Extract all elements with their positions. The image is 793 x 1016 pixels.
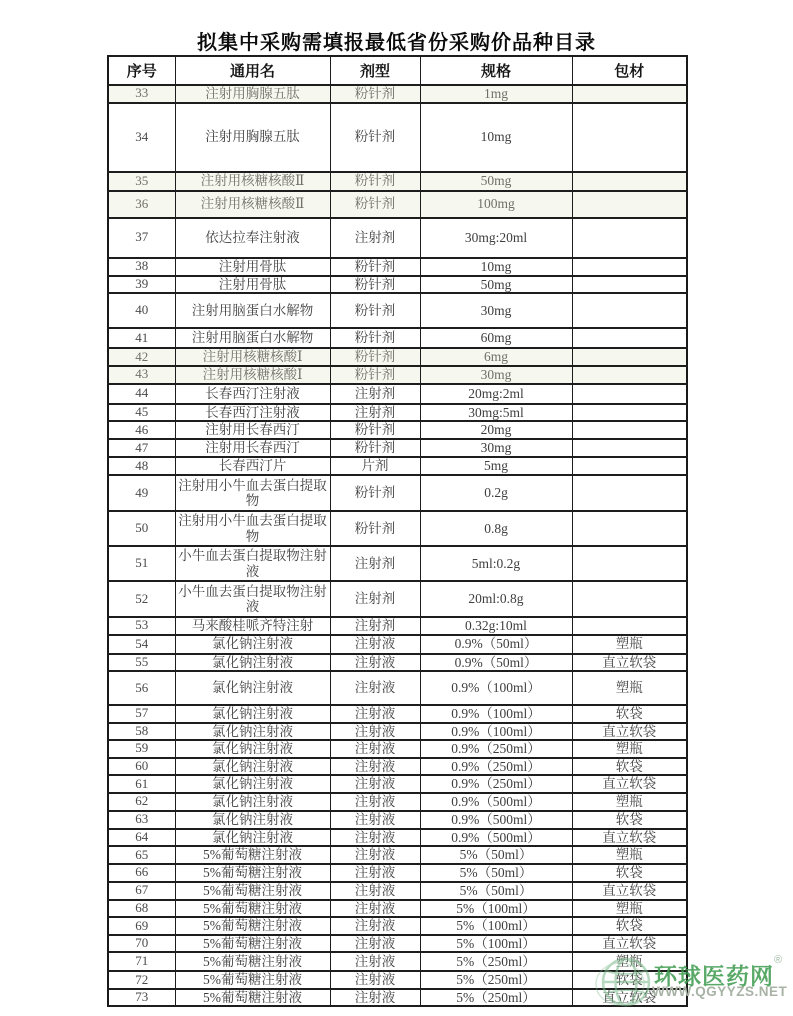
dosage-form-cell: 注射液 [330,811,420,829]
dosage-form-cell: 注射液 [330,671,420,705]
row-no-cell: 48 [108,457,175,475]
packaging-cell [572,511,687,546]
row-no-cell: 73 [108,989,175,1007]
table-row [108,740,687,758]
packaging-cell: 塑瓶 [572,671,687,705]
spec-cell: 50mg [420,276,572,294]
spec-cell: 0.9%（100ml） [420,705,572,723]
dosage-form-cell: 粉针剂 [330,511,420,546]
generic-name-cell: 小牛血去蛋白提取物注射液 [175,581,330,617]
spec-cell: 5ml:0.2g [420,546,572,581]
dosage-form-cell: 注射液 [330,864,420,882]
spec-cell: 20ml:0.8g [420,581,572,617]
row-no-cell: 68 [108,900,175,918]
spec-cell: 10mg [420,103,572,172]
dosage-form-cell: 注射液 [330,917,420,935]
row-no-cell: 54 [108,635,175,654]
spec-cell: 0.9%（500ml） [420,811,572,829]
dosage-form-cell: 注射液 [330,723,420,741]
spec-cell: 30mg [420,366,572,384]
spec-cell: 5%（100ml） [420,900,572,918]
spec-cell: 50mg [420,172,572,191]
spec-cell: 0.9%（50ml） [420,654,572,672]
spec-cell: 0.8g [420,511,572,546]
dosage-form-cell: 注射液 [330,740,420,758]
row-no-cell: 62 [108,793,175,811]
spec-cell: 30mg:20ml [420,218,572,258]
row-no-cell: 71 [108,952,175,971]
generic-name-cell: 注射用脑蛋白水解物 [175,293,330,328]
dosage-form-cell: 粉针剂 [330,85,420,103]
spec-cell: 20mg [420,421,572,439]
row-no-cell: 63 [108,811,175,829]
packaging-cell: 直立软袋 [572,775,687,793]
table-row [108,348,687,366]
spec-cell: 0.9%（50ml） [420,635,572,654]
dosage-form-cell: 注射液 [330,775,420,793]
packaging-cell [572,103,687,172]
spec-cell: 60mg [420,328,572,348]
table-row [108,293,687,328]
row-no-cell: 38 [108,258,175,276]
dosage-form-cell: 注射剂 [330,384,420,404]
row-no-cell: 69 [108,917,175,935]
generic-name-cell: 5%葡萄糖注射液 [175,935,330,953]
spec-cell: 5%（100ml） [420,935,572,953]
dosage-form-cell: 注射液 [330,705,420,723]
generic-name-cell: 5%葡萄糖注射液 [175,952,330,971]
packaging-cell: 软袋 [572,758,687,776]
column-header-no: 序号 [108,56,175,85]
dosage-form-cell: 粉针剂 [330,421,420,439]
table-row [108,705,687,723]
table-row [108,882,687,900]
packaging-cell [572,617,687,635]
packaging-cell [572,172,687,191]
table-row [108,103,687,172]
packaging-cell [572,293,687,328]
generic-name-cell: 长春西汀注射液 [175,404,330,422]
packaging-cell: 塑瓶 [572,635,687,654]
generic-name-cell: 5%葡萄糖注射液 [175,864,330,882]
generic-name-cell: 氯化钠注射液 [175,705,330,723]
table-row [108,172,687,191]
packaging-cell: 软袋 [572,971,687,989]
header-row [108,56,687,85]
spec-cell: 0.2g [420,475,572,511]
page-title: 拟集中采购需填报最低省份采购价品种目录 [197,32,596,54]
table-row [108,758,687,776]
row-no-cell: 39 [108,276,175,294]
row-no-cell: 37 [108,218,175,258]
packaging-cell: 直立软袋 [572,989,687,1007]
generic-name-cell: 依达拉奉注射液 [175,218,330,258]
dosage-form-cell: 注射液 [330,829,420,847]
spec-cell: 5%（50ml） [420,864,572,882]
generic-name-cell: 5%葡萄糖注射液 [175,882,330,900]
dosage-form-cell: 粉针剂 [330,191,420,218]
row-no-cell: 41 [108,328,175,348]
spec-cell: 6mg [420,348,572,366]
packaging-cell: 塑瓶 [572,846,687,864]
packaging-cell: 直立软袋 [572,935,687,953]
spec-cell: 30mg:5ml [420,404,572,422]
table-row [108,276,687,294]
spec-cell: 0.9%（100ml） [420,723,572,741]
table-row [108,85,687,103]
dosage-form-cell: 片剂 [330,457,420,475]
dosage-form-cell: 注射液 [330,935,420,953]
generic-name-cell: 氯化钠注射液 [175,671,330,705]
row-no-cell: 33 [108,85,175,103]
row-no-cell: 56 [108,671,175,705]
row-no-cell: 61 [108,775,175,793]
dosage-form-cell: 注射液 [330,971,420,989]
dosage-form-cell: 粉针剂 [330,439,420,457]
generic-name-cell: 注射用核糖核酸Ⅱ [175,172,330,191]
table-row [108,511,687,546]
generic-name-cell: 氯化钠注射液 [175,740,330,758]
spec-cell: 10mg [420,258,572,276]
row-no-cell: 64 [108,829,175,847]
generic-name-cell: 注射用骨肽 [175,276,330,294]
spec-cell: 0.32g:10ml [420,617,572,635]
spec-cell: 30mg [420,439,572,457]
dosage-form-cell: 注射液 [330,900,420,918]
table-row [108,654,687,672]
row-no-cell: 65 [108,846,175,864]
generic-name-cell: 氯化钠注射液 [175,758,330,776]
row-no-cell: 60 [108,758,175,776]
row-no-cell: 49 [108,475,175,511]
packaging-cell [572,404,687,422]
generic-name-cell: 注射用核糖核酸Ⅰ [175,366,330,384]
spec-cell: 20mg:2ml [420,384,572,404]
spec-cell: 100mg [420,191,572,218]
dosage-form-cell: 粉针剂 [330,172,420,191]
generic-name-cell: 5%葡萄糖注射液 [175,917,330,935]
generic-name-cell: 注射用长春西汀 [175,421,330,439]
row-no-cell: 43 [108,366,175,384]
spec-cell: 0.9%（250ml） [420,758,572,776]
generic-name-cell: 5%葡萄糖注射液 [175,989,330,1007]
table-row [108,829,687,847]
table-row [108,191,687,218]
packaging-cell [572,457,687,475]
table-row [108,457,687,475]
table-header [108,56,687,85]
spec-cell: 5%（100ml） [420,917,572,935]
generic-name-cell: 5%葡萄糖注射液 [175,900,330,918]
table-row [108,366,687,384]
packaging-cell [572,348,687,366]
packaging-cell [572,258,687,276]
dosage-form-cell: 粉针剂 [330,475,420,511]
packaging-cell: 直立软袋 [572,882,687,900]
table-row [108,404,687,422]
table-row [108,421,687,439]
spec-cell: 5mg [420,457,572,475]
row-no-cell: 35 [108,172,175,191]
dosage-form-cell: 注射液 [330,758,420,776]
table-row [108,218,687,258]
spec-cell: 5%（250ml） [420,989,572,1007]
row-no-cell: 36 [108,191,175,218]
packaging-cell: 塑瓶 [572,740,687,758]
packaging-cell: 软袋 [572,811,687,829]
row-no-cell: 42 [108,348,175,366]
dosage-form-cell: 注射液 [330,952,420,971]
dosage-form-cell: 粉针剂 [330,366,420,384]
generic-name-cell: 注射用核糖核酸Ⅱ [175,191,330,218]
table-row [108,793,687,811]
row-no-cell: 45 [108,404,175,422]
site-watermark [592,950,792,1012]
row-no-cell: 47 [108,439,175,457]
column-header-dosage-form: 剂型 [330,56,420,85]
packaging-cell [572,384,687,404]
row-no-cell: 34 [108,103,175,172]
packaging-cell [572,191,687,218]
spec-cell: 0.9%（250ml） [420,740,572,758]
table-row [108,581,687,617]
packaging-cell: 直立软袋 [572,723,687,741]
packaging-cell: 软袋 [572,917,687,935]
row-no-cell: 58 [108,723,175,741]
table-row [108,917,687,935]
column-header-spec: 规格 [420,56,572,85]
dosage-form-cell: 注射剂 [330,617,420,635]
table-body [108,85,687,1006]
table-row [108,671,687,705]
globe-icon [594,954,654,1010]
row-no-cell: 51 [108,546,175,581]
spec-cell: 30mg [420,293,572,328]
generic-name-cell: 氯化钠注射液 [175,829,330,847]
spec-cell: 0.9%（250ml） [420,775,572,793]
packaging-cell [572,546,687,581]
dosage-form-cell: 粉针剂 [330,276,420,294]
row-no-cell: 67 [108,882,175,900]
generic-name-cell: 氯化钠注射液 [175,635,330,654]
dosage-form-cell: 注射液 [330,635,420,654]
generic-name-cell: 注射用小牛血去蛋白提取物 [175,511,330,546]
packaging-cell: 软袋 [572,864,687,882]
generic-name-cell: 5%葡萄糖注射液 [175,971,330,989]
packaging-cell: 直立软袋 [572,829,687,847]
generic-name-cell: 氯化钠注射液 [175,654,330,672]
table-row [108,900,687,918]
dosage-form-cell: 粉针剂 [330,258,420,276]
dosage-form-cell: 粉针剂 [330,328,420,348]
dosage-form-cell: 注射液 [330,846,420,864]
dosage-form-cell: 注射液 [330,654,420,672]
row-no-cell: 46 [108,421,175,439]
dosage-form-cell: 注射剂 [330,546,420,581]
dosage-form-cell: 注射液 [330,882,420,900]
packaging-cell [572,85,687,103]
generic-name-cell: 小牛血去蛋白提取物注射液 [175,546,330,581]
generic-name-cell: 氯化钠注射液 [175,793,330,811]
table-row [108,723,687,741]
packaging-cell: 塑瓶 [572,900,687,918]
packaging-cell: 塑瓶 [572,793,687,811]
generic-name-cell: 氯化钠注射液 [175,811,330,829]
dosage-form-cell: 注射液 [330,793,420,811]
generic-name-cell: 5%葡萄糖注射液 [175,846,330,864]
packaging-cell [572,328,687,348]
table-row [108,328,687,348]
spec-cell: 0.9%（500ml） [420,793,572,811]
generic-name-cell: 马来酸桂哌齐特注射 [175,617,330,635]
table-row [108,635,687,654]
column-header-generic-name: 通用名 [175,56,330,85]
row-no-cell: 50 [108,511,175,546]
row-no-cell: 53 [108,617,175,635]
table-row [108,811,687,829]
packaging-cell [572,218,687,258]
spec-cell: 1mg [420,85,572,103]
generic-name-cell: 长春西汀片 [175,457,330,475]
generic-name-cell: 注射用长春西汀 [175,439,330,457]
watermark-site-url: WWW.QGYYZS.NET [652,984,788,999]
packaging-cell: 直立软袋 [572,654,687,672]
column-header-packaging: 包材 [572,56,687,85]
row-no-cell: 55 [108,654,175,672]
dosage-form-cell: 注射剂 [330,218,420,258]
row-no-cell: 72 [108,971,175,989]
row-no-cell: 44 [108,384,175,404]
packaging-cell [572,439,687,457]
generic-name-cell: 注射用脑蛋白水解物 [175,328,330,348]
packaging-cell [572,276,687,294]
spec-cell: 0.9%（500ml） [420,829,572,847]
row-no-cell: 59 [108,740,175,758]
table-row [108,846,687,864]
packaging-cell: 软袋 [572,705,687,723]
table-row [108,775,687,793]
table-row [108,439,687,457]
generic-name-cell: 长春西汀注射液 [175,384,330,404]
generic-name-cell: 注射用胸腺五肽 [175,103,330,172]
dosage-form-cell: 注射剂 [330,581,420,617]
generic-name-cell: 注射用胸腺五肽 [175,85,330,103]
generic-name-cell: 注射用核糖核酸Ⅰ [175,348,330,366]
row-no-cell: 52 [108,581,175,617]
generic-name-cell: 注射用小牛血去蛋白提取物 [175,475,330,511]
generic-name-cell: 氯化钠注射液 [175,723,330,741]
table-row [108,384,687,404]
table-row [108,475,687,511]
row-no-cell: 66 [108,864,175,882]
packaging-cell [572,421,687,439]
spec-cell: 5%（50ml） [420,846,572,864]
table-row [108,258,687,276]
packaging-cell [572,475,687,511]
generic-name-cell: 氯化钠注射液 [175,775,330,793]
spec-cell: 5%（250ml） [420,952,572,971]
packaging-cell [572,366,687,384]
dosage-form-cell: 粉针剂 [330,103,420,172]
packaging-cell [572,581,687,617]
catalog-table [107,55,688,1007]
spec-cell: 0.9%（100ml） [420,671,572,705]
dosage-form-cell: 粉针剂 [330,348,420,366]
dosage-form-cell: 粉针剂 [330,293,420,328]
watermark-site-name: 环球医药网® [654,954,784,989]
packaging-cell: 塑瓶 [572,952,687,971]
table-row [108,617,687,635]
generic-name-cell: 注射用骨肽 [175,258,330,276]
row-no-cell: 70 [108,935,175,953]
table-row [108,546,687,581]
spec-cell: 5%（50ml） [420,882,572,900]
row-no-cell: 57 [108,705,175,723]
table-row [108,864,687,882]
registered-trademark-icon: ® [774,954,784,966]
spec-cell: 5%（250ml） [420,971,572,989]
dosage-form-cell: 注射液 [330,989,420,1007]
dosage-form-cell: 注射剂 [330,404,420,422]
row-no-cell: 40 [108,293,175,328]
